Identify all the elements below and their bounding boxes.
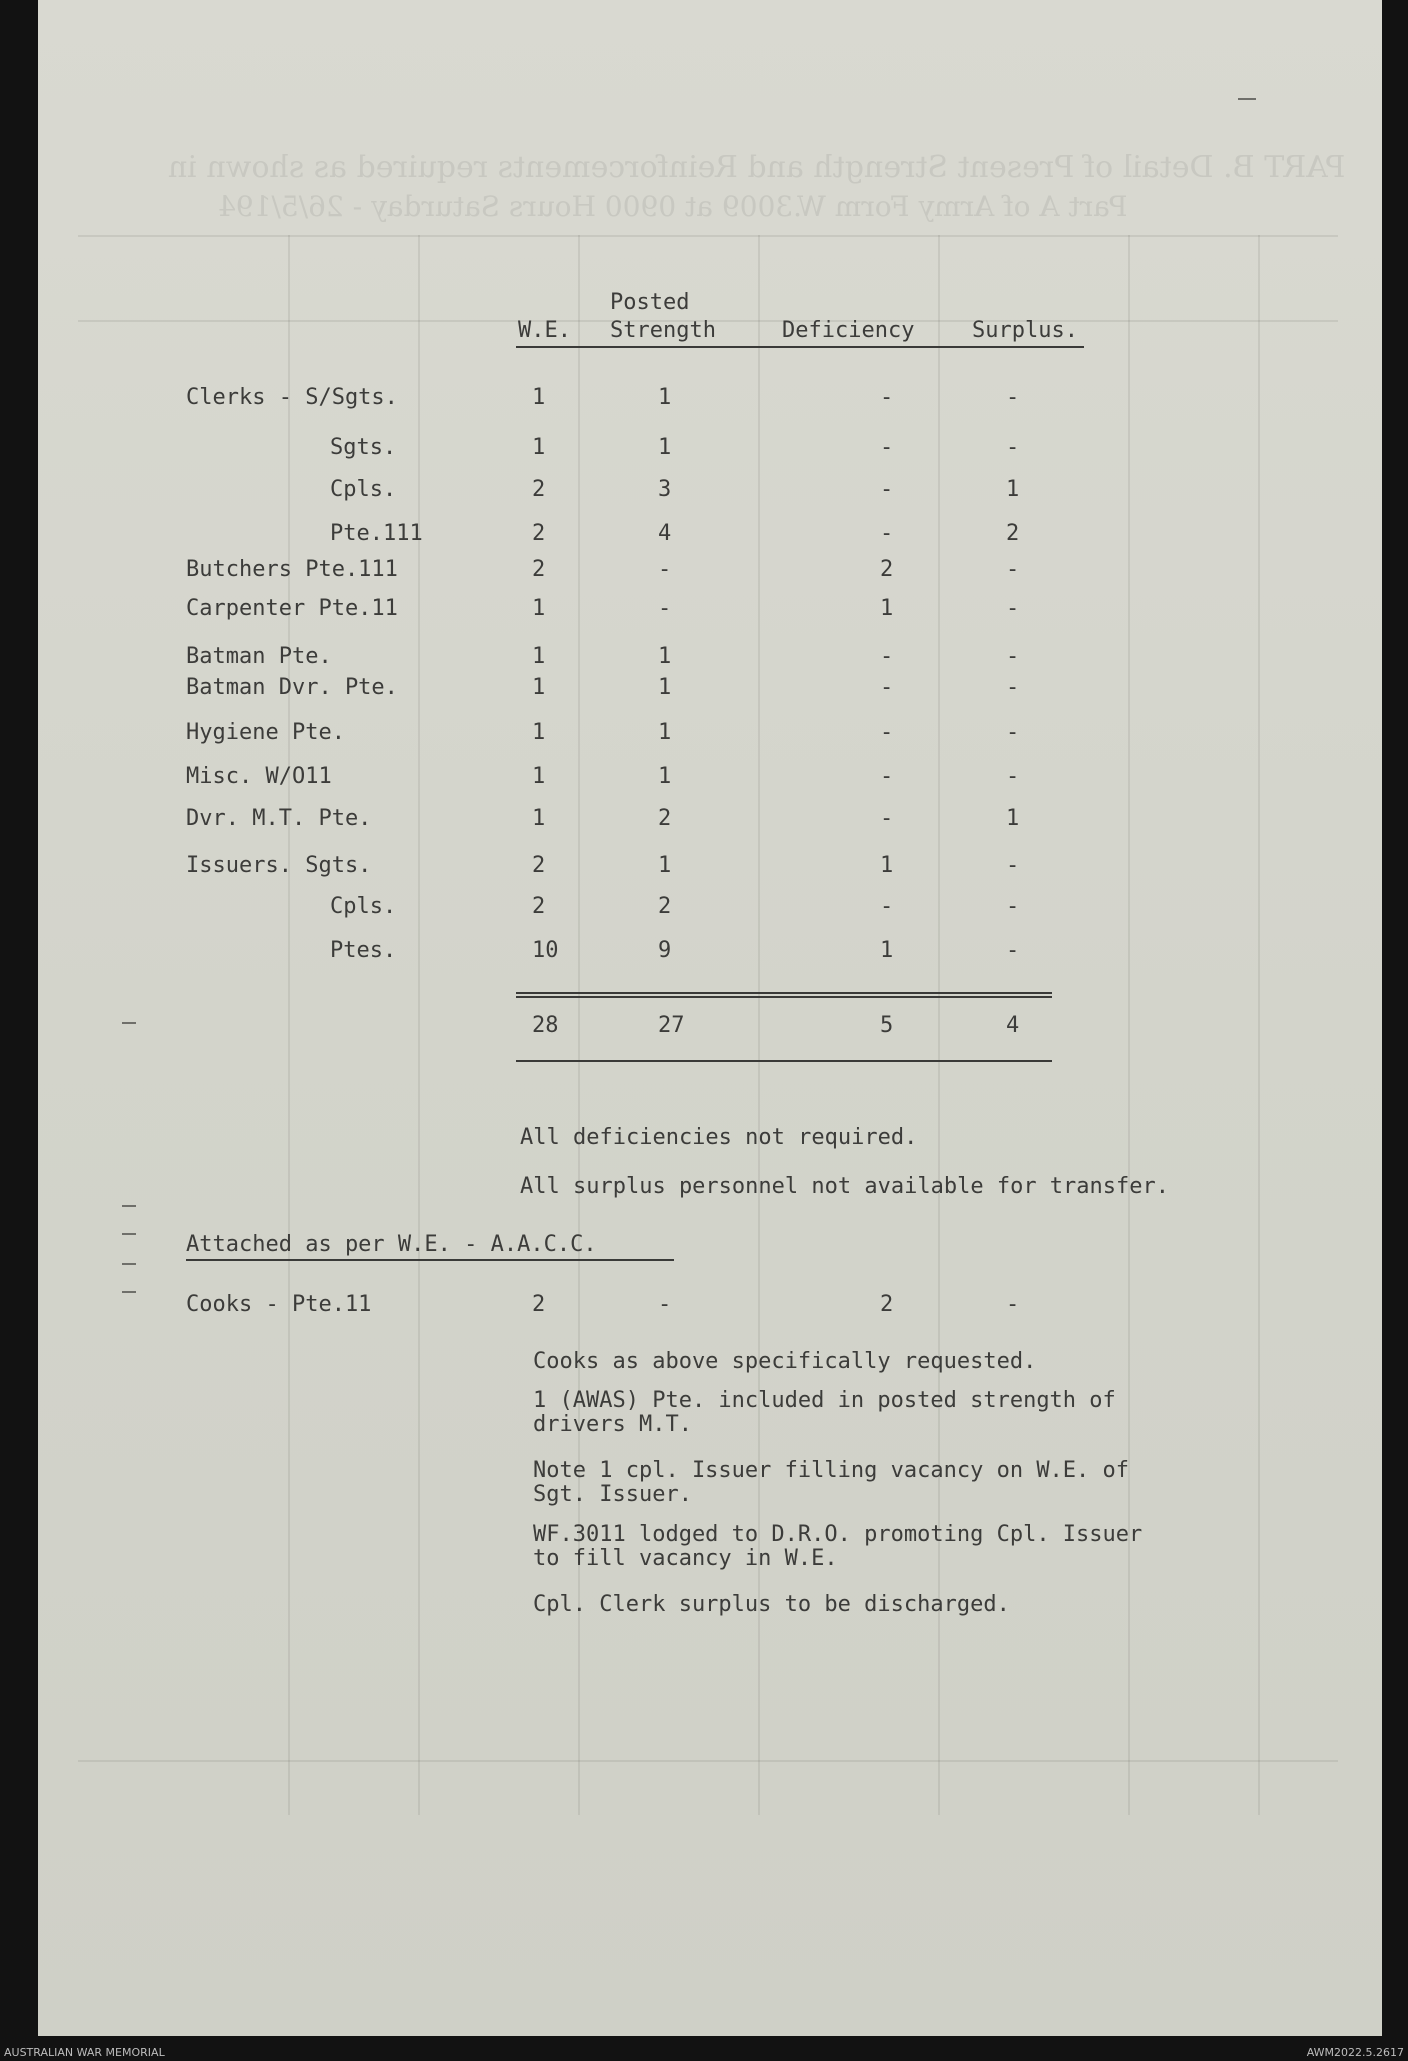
total-posted: 27 [658, 1013, 685, 1038]
header-deficiency: Deficiency [782, 318, 915, 343]
bleed-line [758, 235, 760, 1815]
cell-we: 2 [532, 521, 546, 546]
cell-surplus: - [1006, 644, 1020, 669]
cell-we: 2 [532, 894, 546, 919]
totals-rule-bottom [516, 1060, 1052, 1062]
header-we: W.E. [518, 318, 571, 343]
cell-surplus: 2 [1006, 521, 1020, 546]
row-label: Cpls. [330, 894, 397, 919]
margin-tick [122, 1263, 136, 1265]
cell-posted: 3 [658, 477, 672, 502]
note-cooks: Cooks as above specifically requested. [533, 1349, 1037, 1374]
row-label: Clerks - S/Sgts. [186, 385, 398, 410]
cell-deficiency: - [880, 435, 894, 460]
cell-posted: 1 [658, 385, 672, 410]
row-label: Issuers. Sgts. [186, 853, 372, 878]
attached-heading: Attached as per W.E. - A.A.C.C. [186, 1232, 597, 1257]
cell-surplus: - [1006, 557, 1020, 582]
cell-we: 1 [532, 764, 546, 789]
cell-posted: 2 [658, 894, 672, 919]
cell-deficiency: 1 [880, 596, 894, 621]
row-label: Carpenter Pte.11 [186, 596, 398, 621]
cell-posted: 1 [658, 720, 672, 745]
row-label: Butchers Pte.111 [186, 557, 398, 582]
cell-surplus: - [1006, 894, 1020, 919]
note-wf3011-line1: WF.3011 lodged to D.R.O. promoting Cpl. Issuer [533, 1522, 1143, 1547]
margin-tick [122, 1205, 136, 1207]
cell-we: 2 [532, 853, 546, 878]
cell-deficiency: 1 [880, 853, 894, 878]
totals-rule-top-2 [516, 996, 1052, 998]
document-page [38, 0, 1382, 2036]
cell-deficiency: - [880, 806, 894, 831]
note-awas-line2: drivers M.T. [533, 1412, 692, 1437]
attached-surplus: - [1006, 1292, 1020, 1317]
cell-surplus: - [1006, 385, 1020, 410]
cell-we: 1 [532, 720, 546, 745]
cell-deficiency: - [880, 644, 894, 669]
cell-we: 1 [532, 806, 546, 831]
total-deficiency: 5 [880, 1013, 894, 1038]
cell-deficiency: - [880, 521, 894, 546]
cell-we: 10 [532, 938, 559, 963]
cell-we: 2 [532, 477, 546, 502]
bleed-through-title-2: Part A of Army Form W.3009 at 0900 Hours Saturday - 26/5/194 [218, 190, 1128, 223]
row-label: Pte.111 [330, 521, 423, 546]
header-underline [516, 346, 1084, 348]
cell-posted: 1 [658, 675, 672, 700]
header-posted-line1: Posted [610, 290, 690, 315]
cell-deficiency: 1 [880, 938, 894, 963]
cell-deficiency: - [880, 764, 894, 789]
cell-surplus: - [1006, 675, 1020, 700]
margin-tick [122, 1291, 136, 1293]
total-surplus: 4 [1006, 1013, 1020, 1038]
cell-posted: 1 [658, 644, 672, 669]
cell-posted: - [658, 596, 672, 621]
bleed-line [938, 235, 940, 1815]
margin-tick [122, 1233, 136, 1235]
cell-posted: 1 [658, 764, 672, 789]
bleed-through-title-1: PART B. Detail of Present Strength and Reinforcements required as shown in [168, 150, 1346, 185]
bleed-line [418, 235, 420, 1815]
bleed-line [78, 1760, 1338, 1762]
cell-deficiency: 2 [880, 557, 894, 582]
note-issuer-line1: Note 1 cpl. Issuer filling vacancy on W.E. of [533, 1458, 1130, 1483]
attached-deficiency: 2 [880, 1292, 894, 1317]
cell-deficiency: - [880, 894, 894, 919]
note-surplus: All surplus personnel not available for transfer. [520, 1174, 1170, 1199]
row-label: Ptes. [330, 938, 397, 963]
cell-deficiency: - [880, 720, 894, 745]
cell-surplus: - [1006, 853, 1020, 878]
cell-surplus: - [1006, 435, 1020, 460]
cell-surplus: 1 [1006, 806, 1020, 831]
cell-posted: 2 [658, 806, 672, 831]
cell-we: 1 [532, 385, 546, 410]
row-label: Dvr. M.T. Pte. [186, 806, 372, 831]
row-label: Misc. W/O11 [186, 764, 332, 789]
bleed-line [288, 235, 290, 1815]
row-label: Batman Pte. [186, 644, 332, 669]
margin-tick [122, 1022, 136, 1024]
footer-institution: AUSTRALIAN WAR MEMORIAL [4, 2046, 165, 2059]
footer-accession: AWM2022.5.2617 [1306, 2046, 1404, 2059]
bleed-line [78, 235, 1338, 237]
cell-posted: 1 [658, 853, 672, 878]
note-clerk-discharge: Cpl. Clerk surplus to be discharged. [533, 1592, 1010, 1617]
cell-deficiency: - [880, 385, 894, 410]
margin-tick [1238, 98, 1256, 100]
row-label: Hygiene Pte. [186, 720, 345, 745]
attached-label: Cooks - Pte.11 [186, 1292, 372, 1317]
cell-surplus: - [1006, 764, 1020, 789]
bleed-line [1258, 235, 1260, 1815]
cell-posted: 4 [658, 521, 672, 546]
attached-heading-underline [186, 1259, 674, 1261]
bleed-line [1128, 235, 1130, 1815]
cell-we: 1 [532, 675, 546, 700]
cell-deficiency: - [880, 477, 894, 502]
cell-we: 2 [532, 557, 546, 582]
row-label: Cpls. [330, 477, 397, 502]
note-awas-line1: 1 (AWAS) Pte. included in posted strength of [533, 1388, 1116, 1413]
cell-surplus: - [1006, 938, 1020, 963]
cell-posted: 9 [658, 938, 672, 963]
note-issuer-line2: Sgt. Issuer. [533, 1482, 692, 1507]
cell-surplus: - [1006, 720, 1020, 745]
bleed-line [578, 235, 580, 1815]
cell-surplus: 1 [1006, 477, 1020, 502]
cell-posted: - [658, 557, 672, 582]
note-deficiencies: All deficiencies not required. [520, 1125, 918, 1150]
attached-we: 2 [532, 1292, 546, 1317]
row-label: Batman Dvr. Pte. [186, 675, 398, 700]
cell-we: 1 [532, 596, 546, 621]
note-wf3011-line2: to fill vacancy in W.E. [533, 1546, 838, 1571]
total-we: 28 [532, 1013, 559, 1038]
header-surplus: Surplus. [972, 318, 1078, 343]
cell-we: 1 [532, 435, 546, 460]
cell-surplus: - [1006, 596, 1020, 621]
attached-posted: - [658, 1292, 672, 1317]
totals-rule-top [516, 992, 1052, 994]
row-label: Sgts. [330, 435, 397, 460]
header-posted-line2: Strength [610, 318, 716, 343]
cell-deficiency: - [880, 675, 894, 700]
cell-we: 1 [532, 644, 546, 669]
cell-posted: 1 [658, 435, 672, 460]
